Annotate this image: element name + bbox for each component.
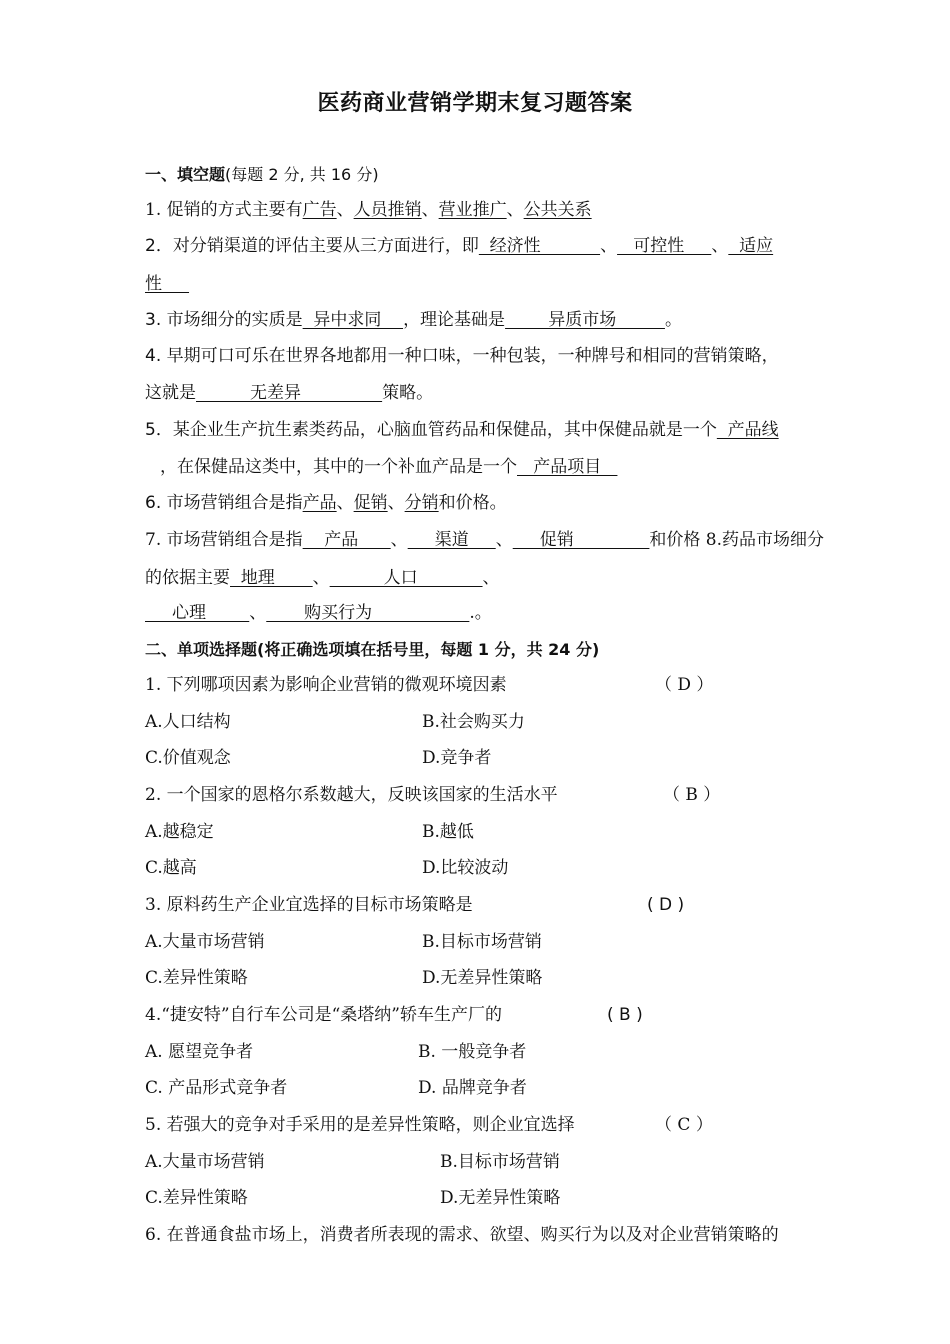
fill-q5-cont: ，在保健品这类中，其中的一个补血产品是一个 产品项目: [160, 457, 618, 477]
answer-blank: 广告: [302, 200, 337, 220]
fill-q8-cont: 心理 、 购买行为 .。: [145, 603, 492, 623]
mc-option: B. 一般竞争者: [418, 1042, 527, 1062]
mc-option: C. 产品形式竞争者: [145, 1078, 288, 1098]
mc-question-stem: 3. 原料药生产企业宜选择的目标市场策略是: [145, 895, 473, 915]
fill-q6: 6. 市场营销组合是指产品、促销、分销和价格。: [145, 493, 507, 513]
mc-option: C.越高: [145, 858, 197, 878]
fill-q2-cont: [145, 272, 189, 296]
fill-q7: 7. 市场营销组合是指 产品 、 渠道 、 促销 和价格 8.药品市场细分: [145, 530, 825, 550]
fill-q4: 4. 早期可口可乐在世界各地都用一种口味，一种包装，一种牌号和相同的营销策略，: [145, 346, 779, 366]
answer-blank: 适应: [728, 236, 774, 256]
fill-q3: 3. 市场细分的实质是 异中求同 ，理论基础是 异质市场 。: [145, 310, 682, 330]
mc-option: D. 品牌竞争者: [418, 1078, 527, 1098]
mc-option: C.差异性策略: [145, 1188, 248, 1208]
answer-blank: 人员推销: [353, 200, 422, 220]
fill-q1: 1. 促销的方式主要有广告、人员推销、营业推广、公共关系: [145, 200, 592, 220]
answer-blank: 地理: [230, 568, 313, 588]
answer-blank: 无差异: [196, 383, 383, 403]
answer-blank: 性: [145, 274, 190, 294]
mc-answer: （ D ）: [655, 675, 714, 695]
document-title: 医药商业营销学期末复习题答案: [317, 91, 633, 116]
mc-option: A.越稳定: [145, 822, 214, 842]
mc-option: D.比较波动: [422, 858, 509, 878]
fill-q4-cont: 这就是 无差异 策略。: [145, 383, 434, 403]
fill-q2: 2．对分销渠道的评估主要从三方面进行，即 经济性 、 可控性 、 适应: [145, 236, 774, 256]
mc-option: B.越低: [422, 822, 474, 842]
answer-blank: 产品项目: [517, 457, 618, 477]
answer-blank: 渠道: [407, 530, 496, 550]
answer-blank: 经济性: [478, 236, 601, 256]
section2-heading: 二、单项选择题(将正确选项填在括号里，每题 1 分，共 24 分): [145, 640, 600, 659]
answer-blank: 公共关系: [523, 200, 592, 220]
mc-question-stem: 4.“捷安特”自行车公司是“桑塔纳”轿车生产厂的: [145, 1005, 502, 1025]
answer-blank: 产品: [302, 493, 337, 513]
answer-blank: 分销: [404, 493, 439, 513]
mc-question-stem: 6. 在普通食盐市场上，消费者所表现的需求、欲望、购买行为以及对企业营销策略的: [145, 1225, 779, 1245]
answer-blank: 购买行为: [266, 603, 470, 623]
answer-blank: 营业推广: [438, 200, 507, 220]
mc-option: B.目标市场营销: [422, 932, 542, 952]
mc-option: A.大量市场营销: [145, 1152, 265, 1172]
mc-answer: ( B ): [607, 1005, 643, 1025]
mc-option: D.无差异性策略: [422, 968, 543, 988]
mc-question-stem: 5. 若强大的竞争对手采用的是差异性策略，则企业宜选择: [145, 1115, 575, 1135]
mc-answer: （ C ）: [655, 1115, 713, 1135]
mc-option: A. 愿望竞争者: [145, 1042, 254, 1062]
mc-option: D.竞争者: [422, 748, 492, 768]
answer-blank: 异质市场: [505, 310, 665, 330]
answer-blank: 产品线: [716, 420, 779, 440]
mc-option: A.大量市场营销: [145, 932, 265, 952]
fill-q8: 的依据主要 地理 、 人口 、: [145, 568, 500, 588]
mc-option: C.差异性策略: [145, 968, 248, 988]
answer-blank: 心理: [145, 603, 250, 623]
answer-blank: 异中求同: [302, 310, 404, 330]
mc-option: D.无差异性策略: [440, 1188, 561, 1208]
fill-q5: 5．某企业生产抗生素类药品，心脑血管药品和保健品，其中保健品就是一个 产品线: [145, 420, 779, 440]
mc-option: C.价值观念: [145, 748, 231, 768]
mc-question-stem: 1. 下列哪项因素为影响企业营销的微观环境因素: [145, 675, 507, 695]
mc-question-stem: 2. 一个国家的恩格尔系数越大，反映该国家的生活水平: [145, 785, 558, 805]
mc-option: A.人口结构: [145, 712, 231, 732]
answer-blank: 可控性: [617, 236, 712, 256]
mc-answer: （ B ）: [663, 785, 721, 805]
mc-option: B.社会购买力: [422, 712, 525, 732]
answer-blank: 促销: [512, 530, 650, 550]
mc-option: B.目标市场营销: [440, 1152, 560, 1172]
answer-blank: 产品: [302, 530, 391, 550]
mc-answer: ( D ): [647, 895, 685, 915]
answer-blank: 促销: [353, 493, 388, 513]
answer-blank: 人口: [329, 568, 483, 588]
section1-heading: 一、填空题(每题 2 分, 共 16 分): [145, 165, 379, 184]
